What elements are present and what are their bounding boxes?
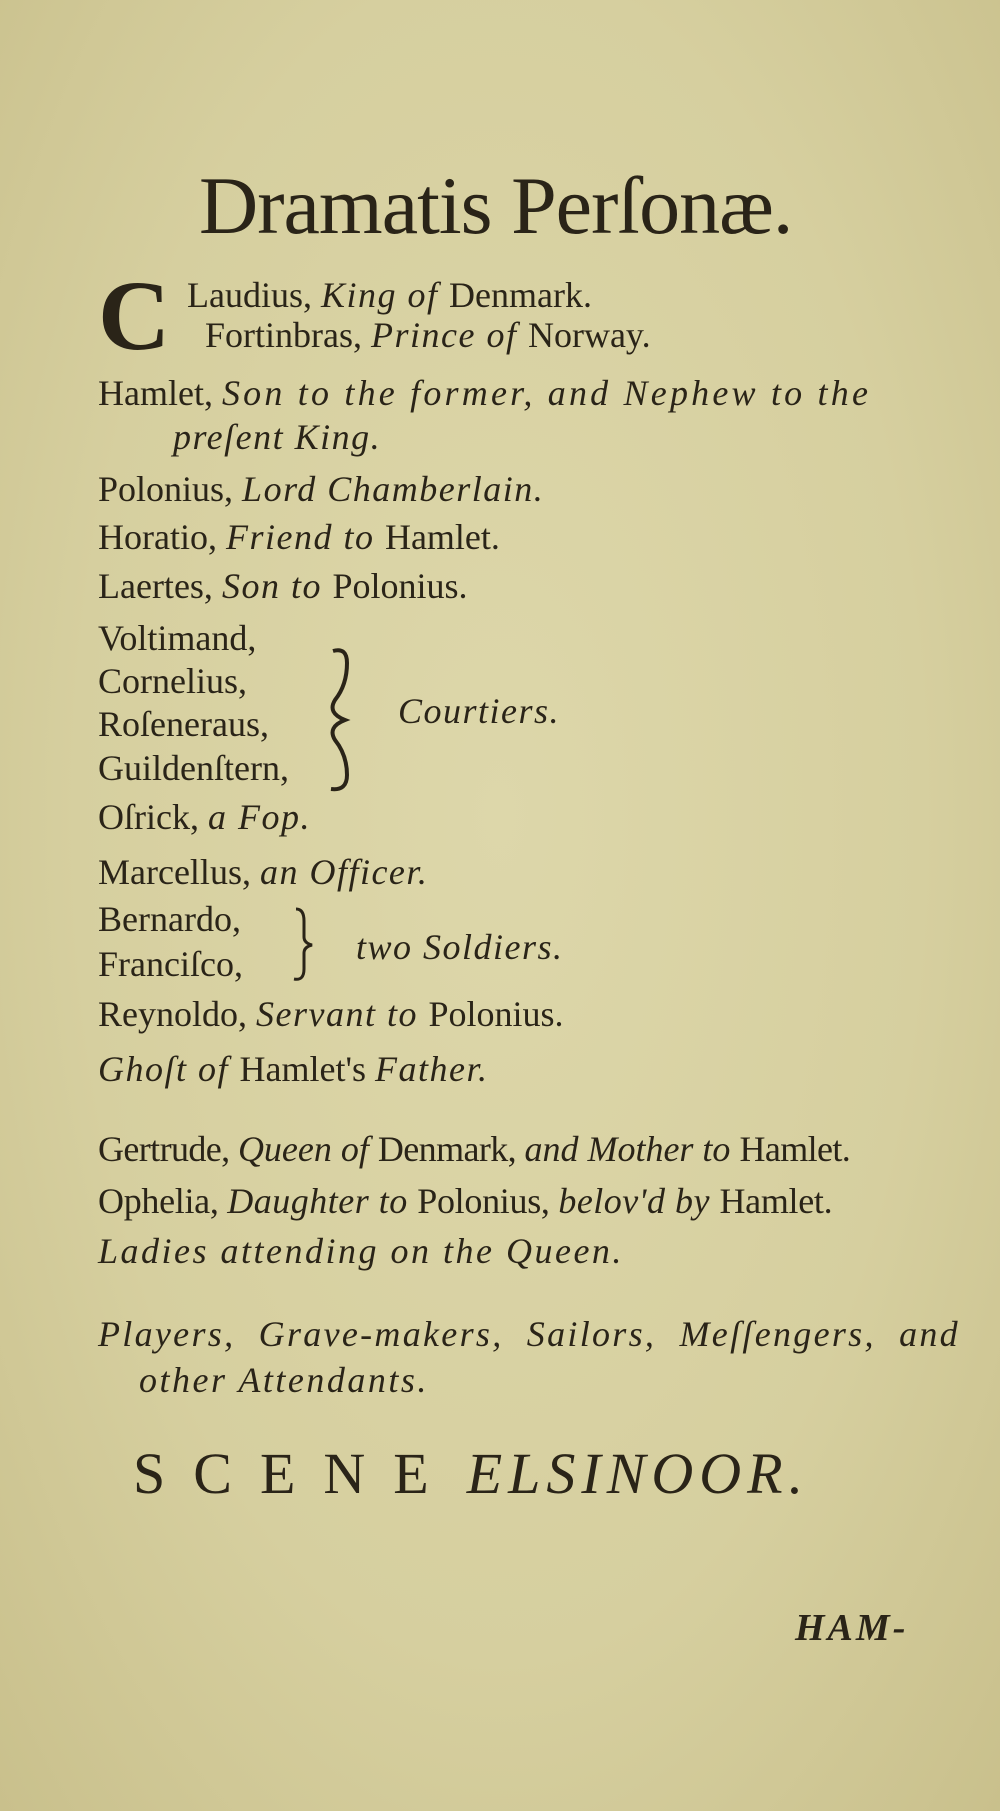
players-line-cont: other Attendants. (139, 1360, 429, 1400)
name: Marcellus, (98, 852, 260, 892)
name: Ophelia, (98, 1181, 228, 1221)
name: Oſrick, (98, 797, 208, 837)
name: Ghoſt of (98, 1049, 240, 1089)
soldier-name: Bernardo, (98, 899, 241, 939)
ladies-line: Ladies attending on the Queen. (98, 1231, 624, 1271)
role: Friend to (225, 517, 385, 557)
soldiers-role: two Soldiers. (356, 927, 564, 967)
courtier-name: Roſeneraus, (98, 704, 269, 744)
role: Prince of (371, 315, 528, 355)
character-polonius (98, 471, 544, 507)
name: Polonius, (98, 469, 243, 509)
scene-label: SCENE (133, 1441, 457, 1506)
character-reynoldo (98, 996, 564, 1032)
ref: Hamlet's (239, 1049, 375, 1089)
catchword: HAM- (795, 1607, 909, 1649)
character-fortinbras (205, 317, 651, 353)
ref: Polonius. (428, 994, 564, 1034)
character-hamlet-cont: preſent King. (173, 417, 382, 457)
place: Denmark. (449, 275, 592, 315)
role: Queen of (237, 1129, 378, 1169)
name: Gertrude, (98, 1129, 238, 1169)
character-claudius (187, 277, 592, 313)
name: Fortinbras, (205, 315, 371, 355)
character-horatio (98, 519, 500, 555)
role: Son to the former, and Nephew to the (221, 373, 872, 413)
character-marcellus (98, 854, 428, 890)
role: Daughter to (227, 1181, 418, 1221)
soldier-name: Franciſco, (98, 944, 243, 984)
role: Servant to (256, 994, 429, 1034)
ref: Hamlet. (384, 517, 500, 557)
character-ophelia (98, 1183, 832, 1219)
name: Hamlet, (98, 373, 222, 413)
place: Denmark, (377, 1129, 525, 1169)
role: and Mother to (524, 1129, 740, 1169)
character-gertrude (98, 1131, 850, 1167)
role: an Officer. (259, 852, 429, 892)
ref: Polonius, (417, 1181, 559, 1221)
role: King of (320, 275, 449, 315)
character-ghost (98, 1051, 488, 1087)
name: Laudius, (187, 275, 321, 315)
page-title: Dramatis Perſonæ. (199, 160, 793, 251)
courtiers-role: Courtiers. (398, 691, 561, 731)
role: Father. (374, 1049, 489, 1089)
courtier-name: Guildenſtern, (98, 748, 289, 788)
name: Laertes, (98, 566, 222, 606)
ref: Hamlet. (739, 1129, 851, 1169)
role: a Fop. (207, 797, 311, 837)
ref: Hamlet. (719, 1181, 833, 1221)
scene-location: ELSINOOR. (466, 1441, 810, 1506)
brace-icon (290, 905, 320, 985)
courtier-name: Cornelius, (98, 661, 247, 701)
role: Lord Chamberlain. (242, 469, 545, 509)
ref: Polonius. (332, 566, 468, 606)
character-laertes (98, 568, 468, 604)
character-hamlet (98, 375, 871, 411)
courtier-name: Voltimand, (98, 618, 257, 658)
name: Reynoldo, (98, 994, 256, 1034)
drop-cap: C (98, 260, 171, 371)
character-osrick (98, 799, 311, 835)
role: belov'd by (558, 1181, 720, 1221)
name: Horatio, (98, 517, 226, 557)
place: Norway. (527, 315, 651, 355)
brace-icon (325, 645, 365, 795)
players-line: Players, Grave-makers, Sailors, Meſſengers, and (98, 1314, 960, 1354)
role: Son to (221, 566, 333, 606)
scene-heading (133, 1441, 810, 1506)
